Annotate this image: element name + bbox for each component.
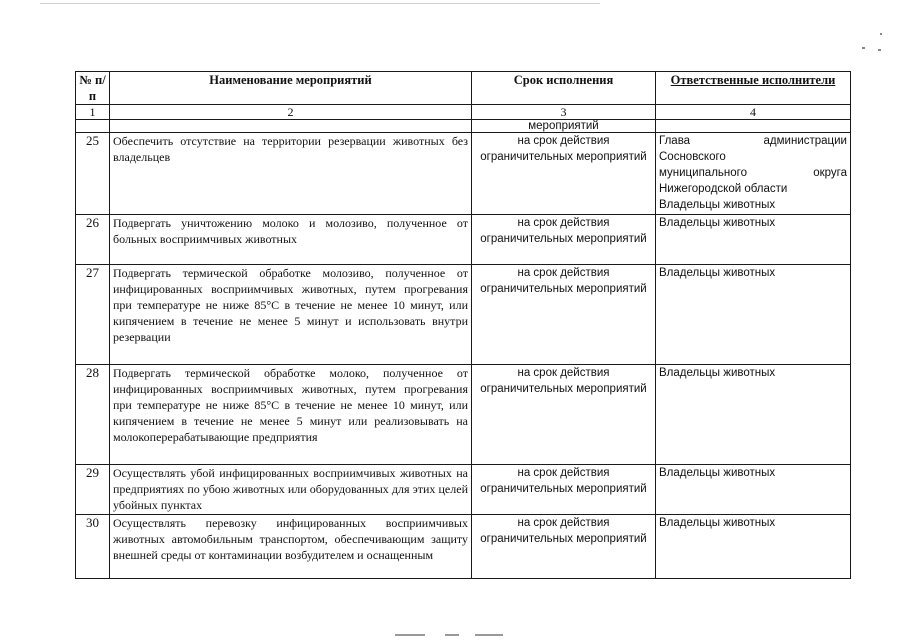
responsible-executors <box>656 365 851 465</box>
responsible-word: Глава <box>659 135 691 147</box>
measure-description: Подвергать уничтожению молоко и молозиво, полученное от больных восприимчивых животных <box>110 215 472 265</box>
execution-term: на срок действия ограничительных мероприятий <box>472 465 656 515</box>
scan-speck <box>880 33 882 35</box>
header-number <box>76 72 110 105</box>
row-number: 27 <box>76 265 110 365</box>
measure-description: Осуществлять перевозку инфицированных восприимчивых животных автомобильным транспортом, обеспечивающим защиту внешней среды от контаминации возбудителем и оснащенным <box>110 515 472 579</box>
header-name: Наименование мероприятий <box>110 72 472 105</box>
measure-description: Подвергать термической обработке молоко, полученное от инфицированных восприимчивых животных, путем прогревания при температуре не ниже 85°С в течение не менее 10 минут, или кипячением в течение не менее 5 минут или реализовывать на молокоперерабатывающие предприятия <box>110 365 472 465</box>
responsible-word: округа <box>813 167 847 179</box>
responsible-line <box>659 165 847 181</box>
responsible-executors <box>656 265 851 365</box>
continuation-cell <box>76 120 110 133</box>
scan-edge-line <box>40 3 600 4</box>
responsible-line: Владельцы животных <box>659 367 776 379</box>
responsible-word: администрации <box>763 135 847 147</box>
responsible-line <box>659 133 847 149</box>
measure-description: Обеспечить отсутствие на территории резервации животных без владельцев <box>110 133 472 215</box>
column-number: 2 <box>110 105 472 120</box>
responsible-line: Нижегородской области <box>659 183 788 195</box>
row-number: 29 <box>76 465 110 515</box>
header-row <box>76 72 851 105</box>
table-row <box>76 265 851 365</box>
column-number: 1 <box>76 105 110 120</box>
continuation-cell <box>110 120 472 133</box>
row-number: 26 <box>76 215 110 265</box>
table-row <box>76 365 851 465</box>
table-row <box>76 215 851 265</box>
responsible-word: муниципального <box>659 167 747 179</box>
header-number-label: № п/п <box>79 73 106 103</box>
table-body <box>76 105 851 579</box>
table-row <box>76 133 851 215</box>
continuation-cell <box>656 120 851 133</box>
table-row <box>76 515 851 579</box>
execution-term: на срок действия ограничительных мероприятий <box>472 133 656 215</box>
column-number-row <box>76 105 851 120</box>
continuation-term: мероприятий <box>472 120 656 133</box>
execution-term: на срок действия ограничительных мероприятий <box>472 365 656 465</box>
responsible-executors <box>656 133 851 215</box>
measure-description: Подвергать термической обработке молозиво, полученное от инфицированных восприимчивых животных, путем прогревания при температуре не ниже 85°С в течение не менее 10 минут, или кипячением в течение не менее 5 минут и использовать внутри резервации <box>110 265 472 365</box>
scan-speck <box>878 49 881 51</box>
header-responsible <box>656 72 851 105</box>
measures-table <box>75 71 851 579</box>
execution-term: на срок действия ограничительных мероприятий <box>472 215 656 265</box>
column-number: 4 <box>656 105 851 120</box>
scan-speck <box>862 47 865 49</box>
table-row <box>76 465 851 515</box>
responsible-line: Владельцы животных <box>659 517 776 529</box>
row-number: 28 <box>76 365 110 465</box>
responsible-line: Владельцы животных <box>659 267 776 279</box>
continuation-row <box>76 120 851 133</box>
row-number: 30 <box>76 515 110 579</box>
responsible-line: Владельцы животных <box>659 199 776 211</box>
measure-description: Осуществлять убой инфицированных восприимчивых животных на предприятиях по убою животных или оборудованных для этих целей убойных пунктах <box>110 465 472 515</box>
scan-bottom-marks <box>395 634 545 636</box>
column-number: 3 <box>472 105 656 120</box>
responsible-line: Владельцы животных <box>659 217 776 229</box>
responsible-executors <box>656 215 851 265</box>
execution-term: на срок действия ограничительных мероприятий <box>472 515 656 579</box>
responsible-line: Владельцы животных <box>659 467 776 479</box>
responsible-line: Сосновского <box>659 151 726 163</box>
responsible-executors <box>656 515 851 579</box>
header-term: Срок исполнения <box>472 72 656 105</box>
execution-term: на срок действия ограничительных мероприятий <box>472 265 656 365</box>
row-number: 25 <box>76 133 110 215</box>
header-responsible-label: Ответственные исполнители <box>670 73 836 87</box>
responsible-executors <box>656 465 851 515</box>
